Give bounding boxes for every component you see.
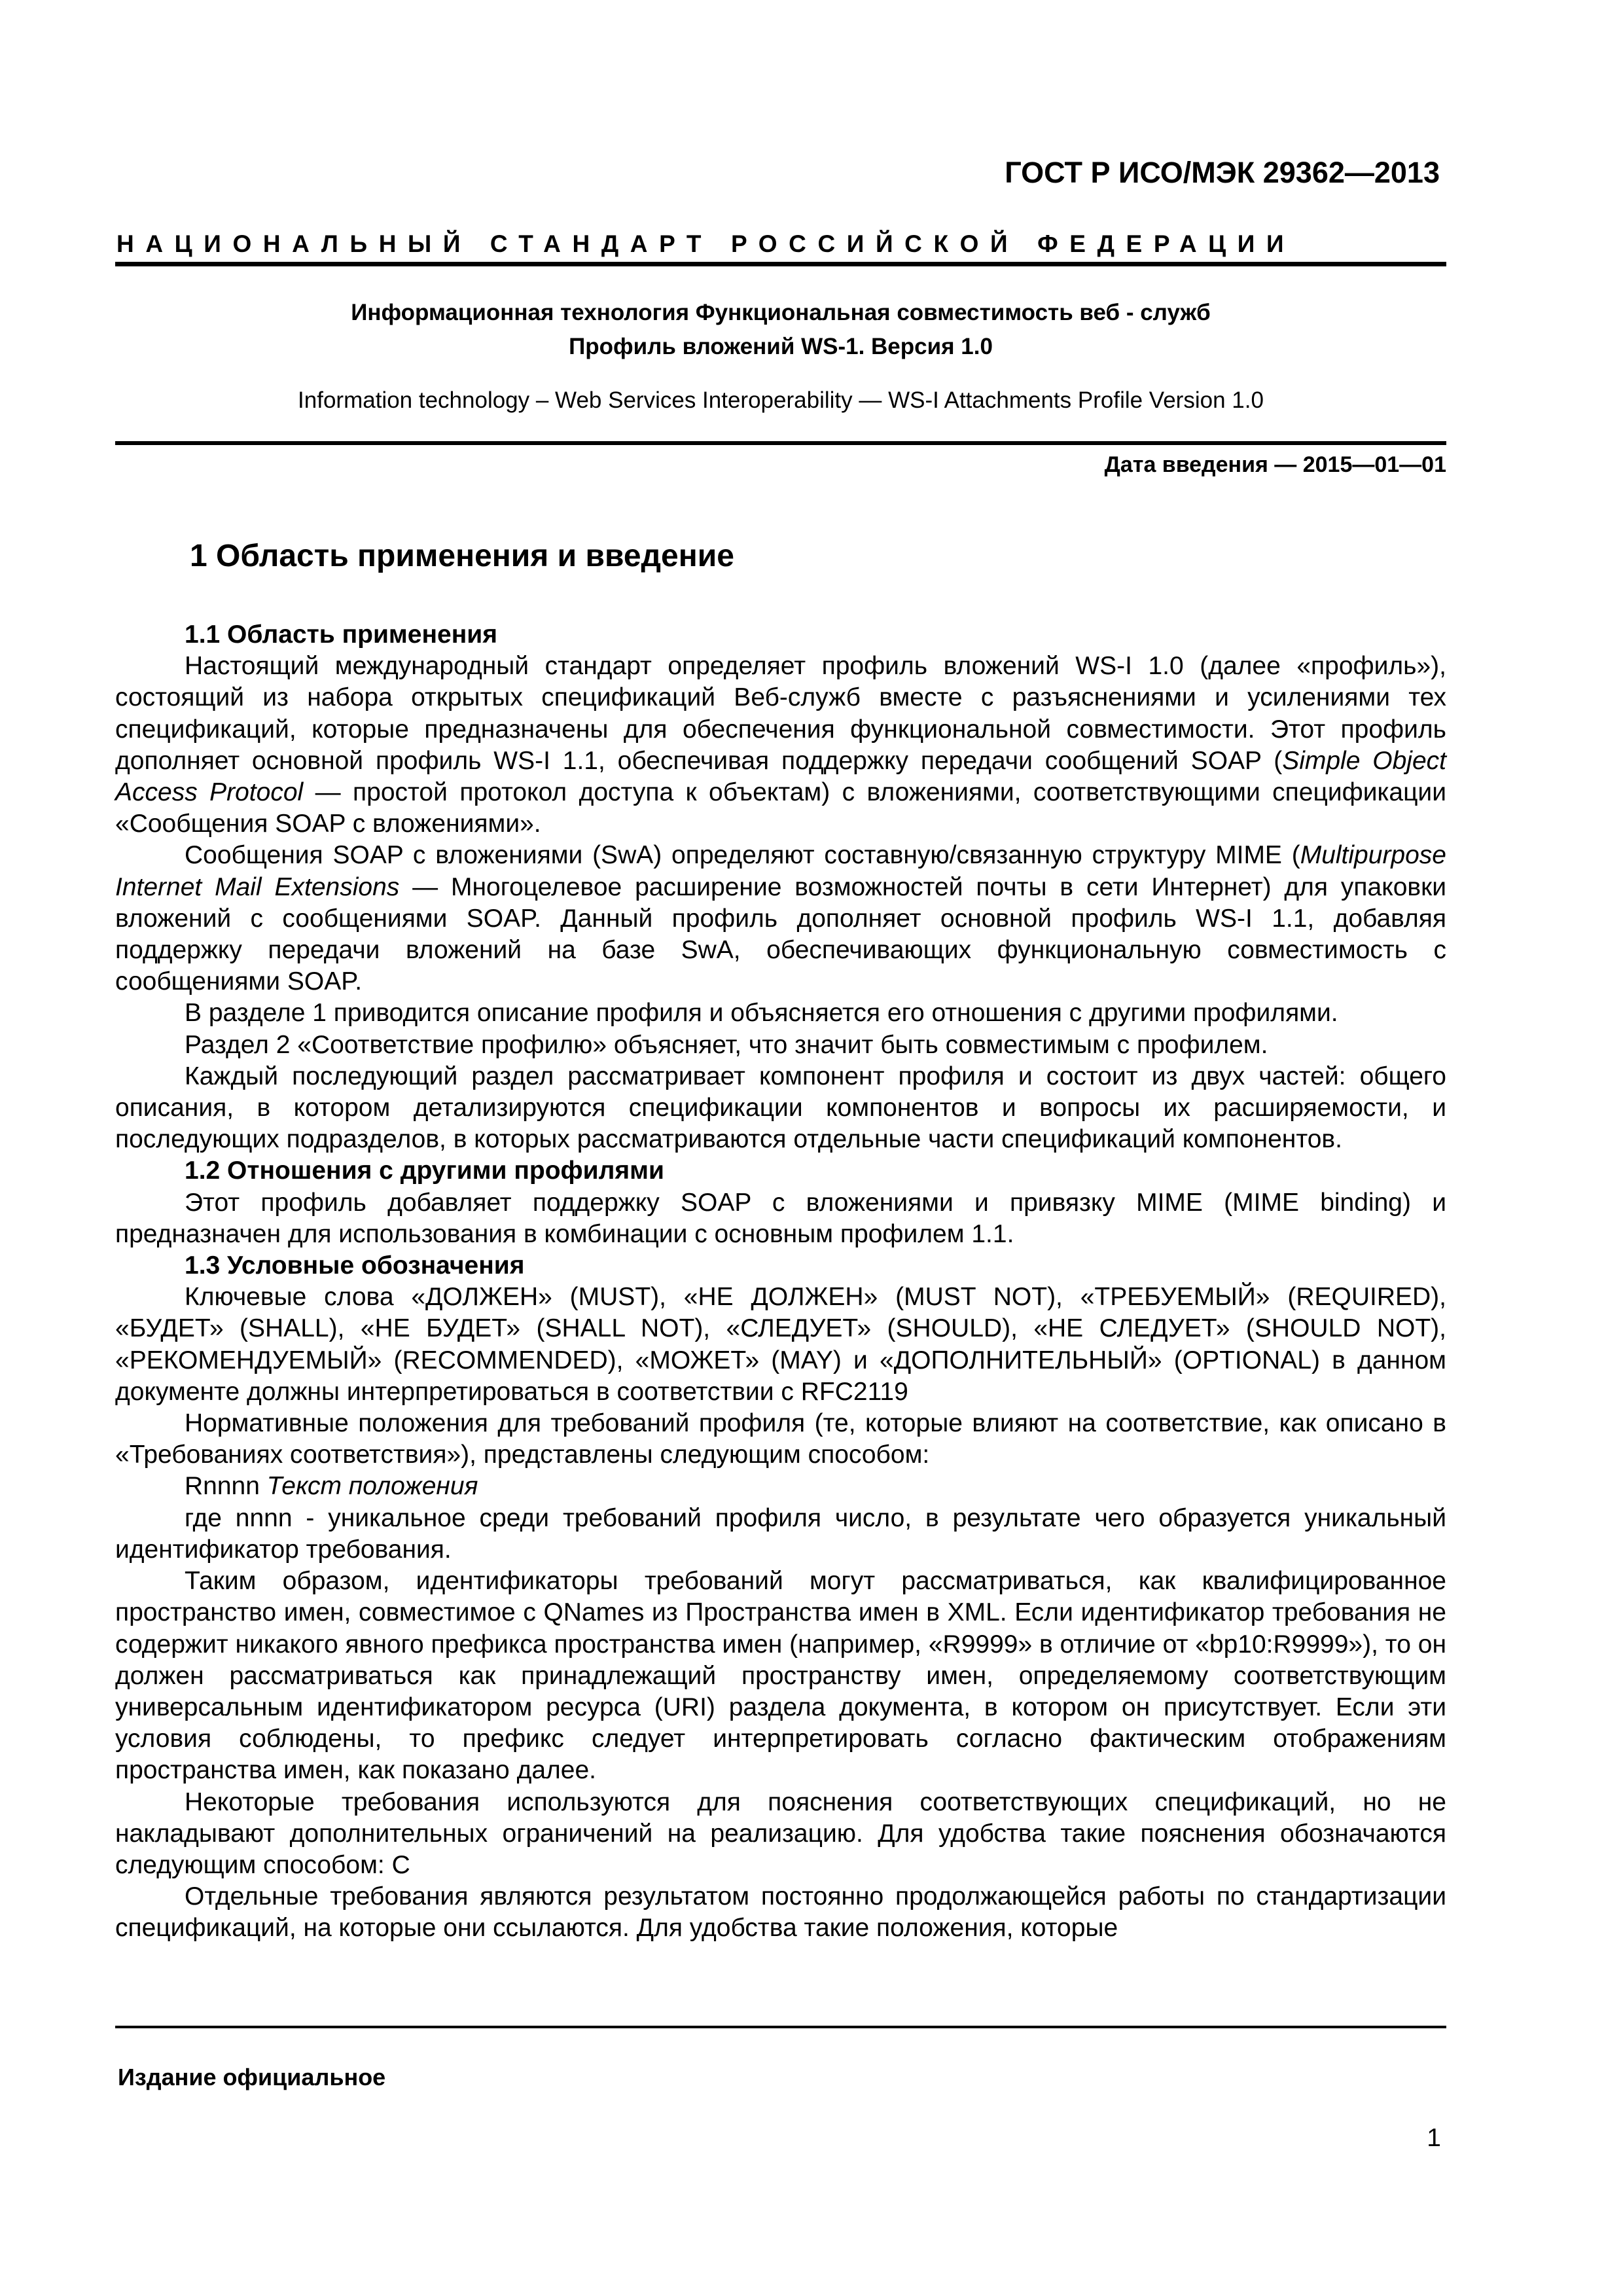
subsection-1-3-heading: 1.3 Условные обозначения (185, 1251, 525, 1280)
paragraph: Таким образом, идентификаторы требований могут рассматриваться, как квалифицированное пространство имен, совместимое с QNames из Пространства имен в XML. Если идентификатор требования не содержит никакого явного префикса пространства имен (например, «R9999» в отличие от «bp10:R9999»), то он должен рассматриваться как принадлежащий пространству имен, определяемому соответствующим универсальным идентификатором ресурса (URI) раздела документа, в котором он присутствует. Если эти условия соблюдены, то префикс следует интерпретировать согласно фактическим отображениям пространства имен, как показано далее. (115, 1567, 1446, 1785)
official-edition-label: Издание официальное (118, 2064, 386, 2090)
page-number: 1 (1427, 2124, 1441, 2152)
document-designation: ГОСТ Р ИСО/МЭК 29362—2013 (1005, 156, 1440, 189)
header-rule-bottom (115, 441, 1446, 445)
title-line-2: Профиль вложений WS-1. Версия 1.0 (569, 334, 993, 359)
footer-rule (115, 2026, 1446, 2028)
paragraph: В разделе 1 приводится описание профиля и объясняется его отношения с другими профилями. (185, 999, 1338, 1028)
paragraph: Сообщения SOAP с вложениями (SwA) определяют составную/связанную структуру MIME (Multipurpose Internet Mail Extensions — Многоцелевое расширение возможностей почты в сети Интернет) для упаковки вложений с сообщениями SOAP. Данный профиль дополняет основной профиль WS-I 1.1, добавляя поддержку передачи вложений на базе SwA, обеспечивающих функциональную совместимость с сообщениями SOAP. (115, 841, 1446, 996)
header-rule-top (115, 262, 1446, 266)
paragraph: Настоящий международный стандарт определяет профиль вложений WS-I 1.0 (далее «профиль»), состоящий из набора открытых спецификаций Веб-служб вместе с разъяснениями и усилениями тех спецификаций, которые предназначены для обеспечения функциональной совместимости. Этот профиль дополняет основной профиль WS-I 1.1, обеспечивая поддержку передачи сообщений SOAP (Simple Object Access Protocol — простой протокол доступа к объектам) с вложениями, соответствующими спецификации «Сообщения SOAP с вложениями». (115, 652, 1446, 838)
paragraph: Нормативные положения для требований профиля (те, которые влияют на соответствие, как описано в «Требованиях соответствия»), представлены следующим способом: (115, 1409, 1446, 1469)
paragraph: Некоторые требования используются для пояснения соответствующих спецификаций, но не накладывают дополнительных ограничений на реализацию. Для удобства такие пояснения обозначаются следующим способом: С (115, 1787, 1446, 1879)
subsection-1-1-heading: 1.1 Область применения (185, 620, 497, 649)
paragraph: Отдельные требования являются результатом постоянно продолжающейся работы по стандартизации спецификаций, на которые они ссылаются. Для удобства такие положения, которые (115, 1882, 1446, 1943)
paragraph: Этот профиль добавляет поддержку SOAP с вложениями и привязку MIME (MIME binding) и предназначен для использования в комбинации с основным профилем 1.1. (115, 1188, 1446, 1248)
paragraph: Раздел 2 «Соответствие профилю» объясняет, что значит быть совместимым с профилем. (185, 1030, 1268, 1059)
paragraph: Ключевые слова «ДОЛЖЕН» (MUST), «НЕ ДОЛЖЕН» (MUST NOT), «ТРЕБУЕМЫЙ» (REQUIRED), «БУДЕТ» (SHALL), «НЕ БУДЕТ» (SHALL NOT), «СЛЕДУЕТ» (SHOULD), «НЕ СЛЕДУЕТ» (SHOULD NOT), «РЕКОМЕНДУЕМЫЙ» (RECOMMENDED), «МОЖЕТ» (MAY) и «ДОПОЛНИТЕЛЬНЫЙ» (OPTIONAL) в данном документе должны интерпретироваться в соответствии с RFC2119 (115, 1283, 1446, 1406)
section-1-heading: 1 Область применения и введение (190, 539, 734, 573)
subsection-1-2-heading: 1.2 Отношения с другими профилями (185, 1157, 665, 1185)
paragraph: Каждый последующий раздел рассматривает компонент профиля и состоит из двух частей: общего описания, в котором детализируются спецификации компонентов и вопросы их расширяемости, и последующих подразделов, в которых рассматриваются отдельные части спецификаций компонентов. (115, 1062, 1446, 1154)
title-line-1: Информационная технология Функциональная совместимость веб - служб (351, 300, 1211, 325)
requirement-format-example: Rnnnn Текст положения (185, 1472, 478, 1501)
document-body (115, 619, 1446, 1945)
english-title: Information technology – Web Services Interoperability — WS-I Attachments Profile Version 1.0 (298, 387, 1264, 413)
introduction-date: Дата введения — 2015—01—01 (1104, 452, 1446, 477)
national-standard-banner: НАЦИОНАЛЬНЫЙ СТАНДАРТ РОССИЙСКОЙ ФЕДЕРАЦИИ (116, 230, 1296, 257)
paragraph: где nnnn - уникальное среди требований профиля число, в результате чего образуется уникальный идентификатор требования. (115, 1503, 1446, 1564)
